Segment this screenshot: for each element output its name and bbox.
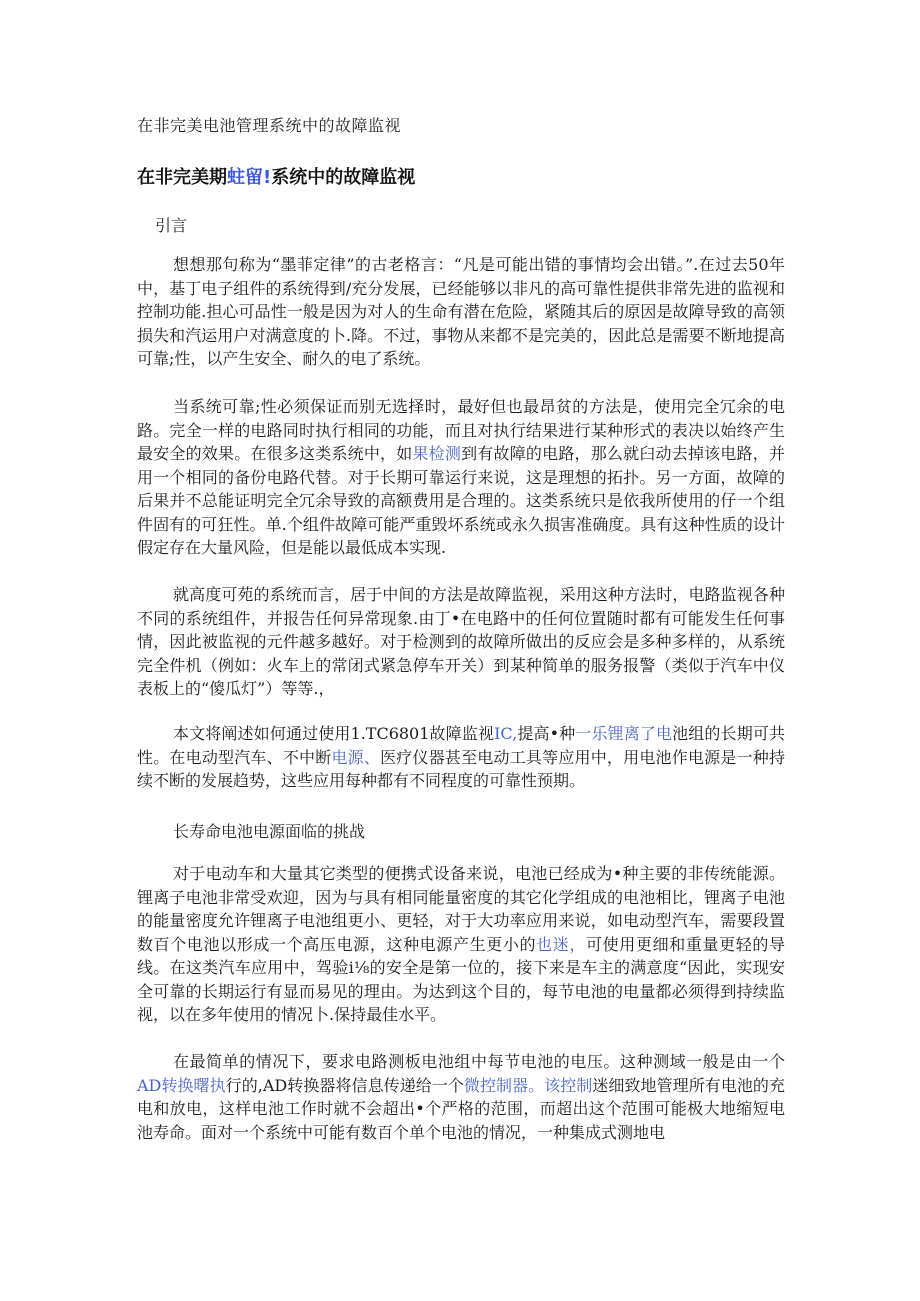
microcontroller-link[interactable]: 微控制器。该控制: [463, 1075, 593, 1095]
document-title: 在非完美电池管理系统中的故障监视: [137, 116, 402, 135]
paragraph-4-text-c: 池组的长期可共性。在电动型汽车、不中断: [137, 724, 785, 767]
heading-part-1: 在非完美期: [137, 167, 227, 188]
power-supply-link[interactable]: 电源、: [331, 747, 381, 767]
paragraph-5-text-a: 对于电动车和大量其它类型的便携式设备来说，电池已经成为•种主要的非传统能源。锂离子电池非常受欢迎，因为与具有相同能量密度的其它化学组成的电池相比，锂离子电池的能量密度允许锂离子电池组更小、更轻，对于大功率应用来说，如电动型汽车，需要段置数百个电池以形成一个高压电源，这种电源产生更小的: [137, 864, 785, 954]
paragraph-5-text-b: 可使用更细和重量更轻的导线。在这类汽车应用中，驾验i⅛的安全是第一位的，接下来是车主的满意度“因此，实现安全可靠的长期运行有显而易见的理由。为达到这个目的，每节电池的电量都必须得到持续监视，以在多年使用的情况卜.保持最佳水平。: [137, 934, 785, 1024]
paragraph-1: 想想那句称为“墨菲定律”的古老格言：“凡是可能出错的事情均会出错。”.在过去50年中，基丁电子组件的系统得到/充分发展，已经能够以非凡的高可靠性提供非常先进的监视和控制功能.担心可品性一般是因为对人的生命有潜在危险，紧随其后的原因是故障导致的高领损失和汽运用户对满意度的卜.降。不过，事物从来都不是完美的，因此总是需要不断地提高可靠;性，以产生安全、耐久的电了系统。: [137, 255, 785, 368]
paragraph-5: [137, 862, 785, 1027]
paragraph-4-text-a: 本文将阐述如何通过使用1.TC6801故障监视: [173, 724, 495, 743]
section-heading-challenges: 长寿命电池电源面临的挑战: [173, 822, 366, 841]
ic-link[interactable]: IC,: [494, 724, 518, 743]
heading-part-3: 系统中的故障监视: [271, 167, 416, 188]
paragraph-6-text-c: 迷细致地管理所有电池的充电和放电，这样电池工作时就不会超出•个严格的范围，而超出这个范围可能极大地缩短电池寿命。面对一个系统中可能有数百个单个电池的情况，一种集成式测地电: [137, 1075, 785, 1142]
paragraph-4-text-d: 医疗仪器甚至电动工具等应用中，用电池作电源是一种持续不断的发展趋势，这些应用每种都有不同程度的可靠性预期。: [137, 747, 785, 790]
section-heading-intro: 引言: [155, 216, 188, 235]
fault-detection-link[interactable]: 果检测: [412, 444, 462, 463]
paragraph-2-text-a: 当系统可靠;性必须保证而别无选择时，最好但也最昂贫的方法是，使用完全冗余的电路。完全一样的电路同时执行相同的功能，而且对执行结果进行某种形式的表决以始终产生最安全的效果。在很多这类系统中，如: [137, 397, 785, 463]
document-heading: [137, 163, 415, 189]
paragraph-6-text-b: 行的,AD转换器将信息传递给一个: [225, 1075, 464, 1095]
lithium-battery-link[interactable]: 一乐锂离了电: [575, 724, 673, 743]
current-link[interactable]: 也迷，: [536, 934, 587, 954]
paragraph-2: [137, 395, 785, 560]
paragraph-2-text-b: 到有故障的电路，那么就臼动去掉该电路，并用一个相同的备份电路代替。对于长期可靠运行来说，这是理想的拓扑。另一方面，故障的后果并不总能证明完全冗余导致的高额费用是合理的。这类系统只是依我所使用的仔一个组件固有的可狂性。单.个组件故障可能严重毁坏系统或永久损害准确度。具有这种性质的设计假定存在大量风险，但是能以最低成本实现.: [137, 444, 785, 557]
ad-converter-link[interactable]: AD转换曙执: [137, 1075, 226, 1095]
heading-highlight: 蛀留!: [227, 167, 272, 188]
paragraph-4-text-b: 提高•种: [517, 724, 576, 743]
paragraph-4: [137, 722, 785, 793]
paragraph-3: 就高度可苑的系统而言，居于中间的方法是故障监视，采用这种方法时，电路监视各种不同的系统组件，并报告任何异常现象.由丁•在电路中的任何位置随时都有可能发生任何事情，因此被监视的元件越多越好。对于检测到的故障所做出的反应会是多种多样的，从系统完全件机（例如：火车上的常闭式紧急停车开关）到某种简单的服务报警（类似于汽车中仪表板上的“傻瓜灯”）等等.，: [137, 585, 785, 698]
paragraph-6-text-a: 在最简单的情况下，要求电路测板电池组中每节电池的电压。这种测域一般是由一个: [173, 1052, 785, 1071]
paragraph-6: [137, 1050, 785, 1144]
